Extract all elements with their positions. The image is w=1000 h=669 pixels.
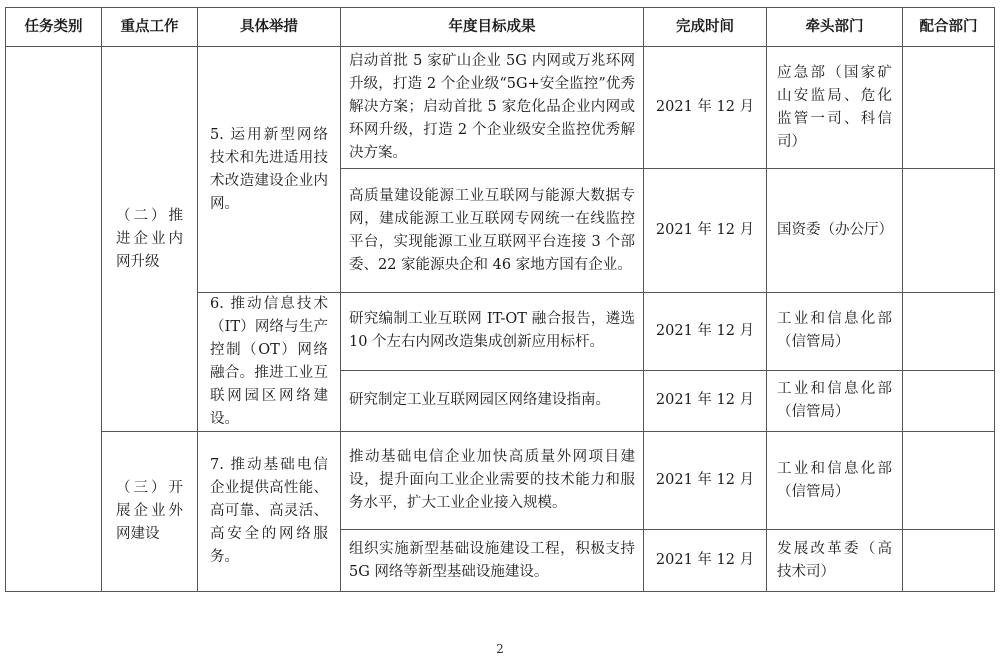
measure-cell: 7. 推动基础电信企业提供高性能、高可靠、高灵活、高安全的网络服务。 [198,432,341,592]
deadline-cell: 2021 年 12 月 [644,169,767,293]
lead-dept-cell: 国资委（办公厅） [767,169,903,293]
header-lead-dept: 牵头部门 [767,8,903,47]
deadline-cell: 2021 年 12 月 [644,47,767,169]
coop-dept-cell [903,530,995,592]
lead-dept-cell: 工业和信息化部（信管局） [767,370,903,431]
goal-cell: 研究编制工业互联网 IT-OT 融合报告，遴选 10 个左右内网改造集成创新应用标杆。 [341,293,644,371]
goal-cell: 推动基础电信企业加快高质量外网项目建设，提升面向工业企业需要的技术能力和服务水平，扩大工业企业接入规模。 [341,432,644,530]
header-goals: 年度目标成果 [341,8,644,47]
key-work-cell: （二）推进企业内网升级 [102,47,198,432]
deadline-cell: 2021 年 12 月 [644,293,767,371]
goal-cell: 高质量建设能源工业互联网与能源大数据专网，建成能源工业互联网专网统一在线监控平台，实现能源工业互联网平台连接 3 个部委、22 家能源央企和 46 家地方国有企业。 [341,169,644,293]
lead-dept-cell: 工业和信息化部（信管局） [767,293,903,371]
category-cell [6,47,102,592]
coop-dept-cell [903,370,995,431]
deadline-cell: 2021 年 12 月 [644,432,767,530]
header-row [6,8,995,47]
goal-cell: 启动首批 5 家矿山企业 5G 内网或万兆环网升级，打造 2 个企业级“5G+安全监控”优秀解决方案；启动首批 5 家危化品企业内网或环网升级，打造 2 个企业级安全监控优秀解决方案。 [341,47,644,169]
coop-dept-cell [903,169,995,293]
task-table [5,7,995,592]
header-measures: 具体举措 [198,8,341,47]
measure-cell: 6. 推动信息技术（IT）网络与生产控制（OT）网络融合。推进工业互联网园区网络建设。 [198,293,341,432]
table-row [6,432,995,530]
key-work-cell: （三）开展企业外网建设 [102,432,198,592]
deadline-cell: 2021 年 12 月 [644,370,767,431]
lead-dept-cell: 发展改革委（高技术司） [767,530,903,592]
deadline-cell: 2021 年 12 月 [644,530,767,592]
header-coop-dept: 配合部门 [903,8,995,47]
coop-dept-cell [903,47,995,169]
page-number: 2 [496,642,504,656]
header-deadline: 完成时间 [644,8,767,47]
measure-cell: 5. 运用新型网络技术和先进适用技术改造建设企业内网。 [198,47,341,293]
table-row [6,47,995,169]
header-key-work: 重点工作 [102,8,198,47]
coop-dept-cell [903,293,995,371]
coop-dept-cell [903,432,995,530]
lead-dept-cell: 工业和信息化部（信管局） [767,432,903,530]
lead-dept-cell: 应急部（国家矿山安监局、危化监管一司、科信司） [767,47,903,169]
header-category: 任务类别 [6,8,102,47]
goal-cell: 组织实施新型基础设施建设工程，积极支持 5G 网络等新型基础设施建设。 [341,530,644,592]
goal-cell: 研究制定工业互联网园区网络建设指南。 [341,370,644,431]
